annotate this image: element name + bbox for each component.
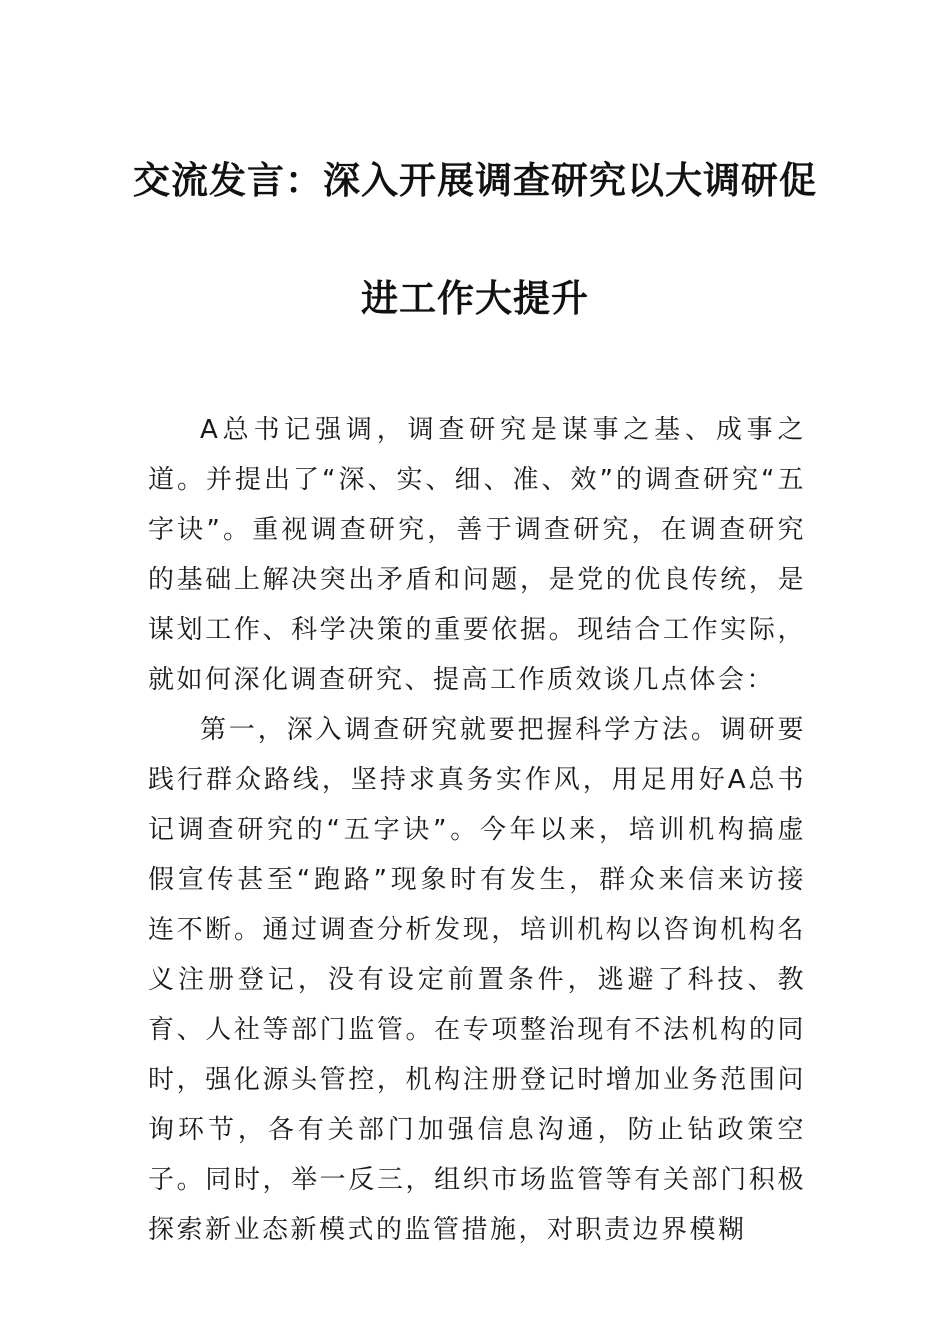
- paragraph-first-point: 第一，深入调查研究就要把握科学方法。调研要践行群众路线，坚持求真务实作风，用足用好A总书记调查研究的“五字诀”。今年以来，培训机构搞虚假宣传甚至“跑路”现象时有发生，群众来信来访接连不断。通过调查分析发现，培训机构以咨询机构名义注册登记，没有设定前置条件，逃避了科技、教育、人社等部门监管。在专项整治现有不法机构的同时，强化源头管控，机构注册登记时增加业务范围问询环节，各有关部门加强信息沟通，防止钻政策空子。同时，举一反三，组织市场监管等有关部门积极探索新业态新模式的监管措施，对职责边界模糊: [148, 715, 806, 1245]
- document-title-line-1: 交流发言：深入开展调查研究以大调研促: [133, 158, 817, 202]
- document-body: [148, 405, 806, 1255]
- document-title-line-2: 进工作大提升: [361, 276, 589, 320]
- paragraph-intro: A总书记强调，调查研究是谋事之基、成事之道。并提出了“深、实、细、准、效”的调查研究“五字诀”。重视调查研究，善于调查研究，在调查研究的基础上解决突出矛盾和问题，是党的优良传统，是谋划工作、科学决策的重要依据。现结合工作实际，就如何深化调查研究、提高工作质效谈几点体会：: [148, 415, 806, 695]
